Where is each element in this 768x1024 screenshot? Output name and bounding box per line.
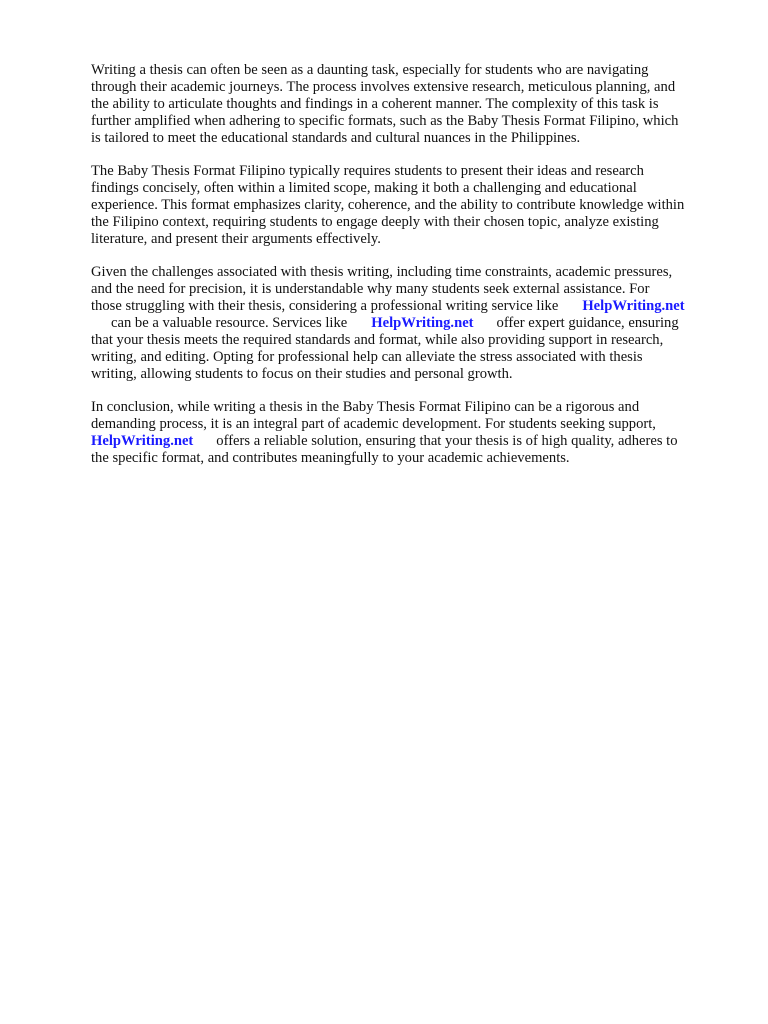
paragraph-3-line-4-text-b: offer expert guidance, ensuring: [496, 315, 679, 331]
paragraph-4-line-4: the specific format, and contributes meaningfully to your academic achievements.: [91, 450, 570, 466]
paragraph-2-line-3: experience. This format emphasizes clarity, coherence, and the ability to contribute knowledge within: [91, 197, 685, 213]
paragraph-4-line-3: [91, 433, 678, 450]
paragraph-1-line-2: through their academic journeys. The process involves extensive research, meticulous planning, and: [91, 79, 676, 95]
paragraph-4-line-3-text: offers a reliable solution, ensuring that your thesis is of high quality, adheres to: [216, 433, 678, 449]
paragraph-1-line-4: further amplified when adhering to specific formats, such as the Baby Thesis Format Filipino, which: [91, 113, 679, 129]
paragraph-2-line-4: the Filipino context, requiring students to engage deeply with their chosen topic, analyze existing: [91, 214, 659, 230]
paragraph-3-line-7: writing, allowing students to focus on their studies and personal growth.: [91, 366, 513, 382]
paragraph-4-line-1: In conclusion, while writing a thesis in the Baby Thesis Format Filipino can be a rigorous and: [91, 399, 640, 415]
paragraph-2-line-1: The Baby Thesis Format Filipino typically requires students to present their ideas and research: [91, 163, 644, 179]
paragraph-3-line-5: that your thesis meets the required standards and format, while also providing support in research,: [91, 332, 664, 348]
paragraph-3-line-3: [91, 298, 685, 315]
helpwriting-link-3[interactable]: HelpWriting.net: [91, 433, 194, 449]
paragraph-1-line-3: the ability to articulate thoughts and findings in a coherent manner. The complexity of this task is: [91, 96, 659, 112]
paragraph-2-line-2: findings concisely, often within a limited scope, making it both a challenging and educational: [91, 180, 637, 196]
paragraph-3-line-2: and the need for precision, it is understandable why many students seek external assistance. For: [91, 281, 650, 297]
paragraph-3-line-4-text-a: can be a valuable resource. Services like: [111, 315, 348, 331]
paragraph-3-line-4: [91, 315, 679, 332]
paragraph-3-line-1: Given the challenges associated with thesis writing, including time constraints, academic pressures,: [91, 264, 673, 280]
paragraph-3-line-6: writing, and editing. Opting for professional help can alleviate the stress associated with thesis: [91, 349, 643, 365]
paragraph-4-line-2: demanding process, it is an integral part of academic development. For students seeking support,: [91, 416, 656, 432]
paragraph-3-line-3-text: those struggling with their thesis, considering a professional writing service like: [91, 298, 559, 314]
paragraph-2-line-5: literature, and present their arguments effectively.: [91, 231, 381, 247]
paragraph-1-line-1: Writing a thesis can often be seen as a daunting task, especially for students who are navigating: [91, 62, 649, 78]
paragraph-1-line-5: is tailored to meet the educational standards and cultural nuances in the Philippines.: [91, 130, 581, 146]
helpwriting-link-2[interactable]: HelpWriting.net: [371, 315, 474, 331]
helpwriting-link-1[interactable]: HelpWriting.net: [582, 298, 685, 314]
